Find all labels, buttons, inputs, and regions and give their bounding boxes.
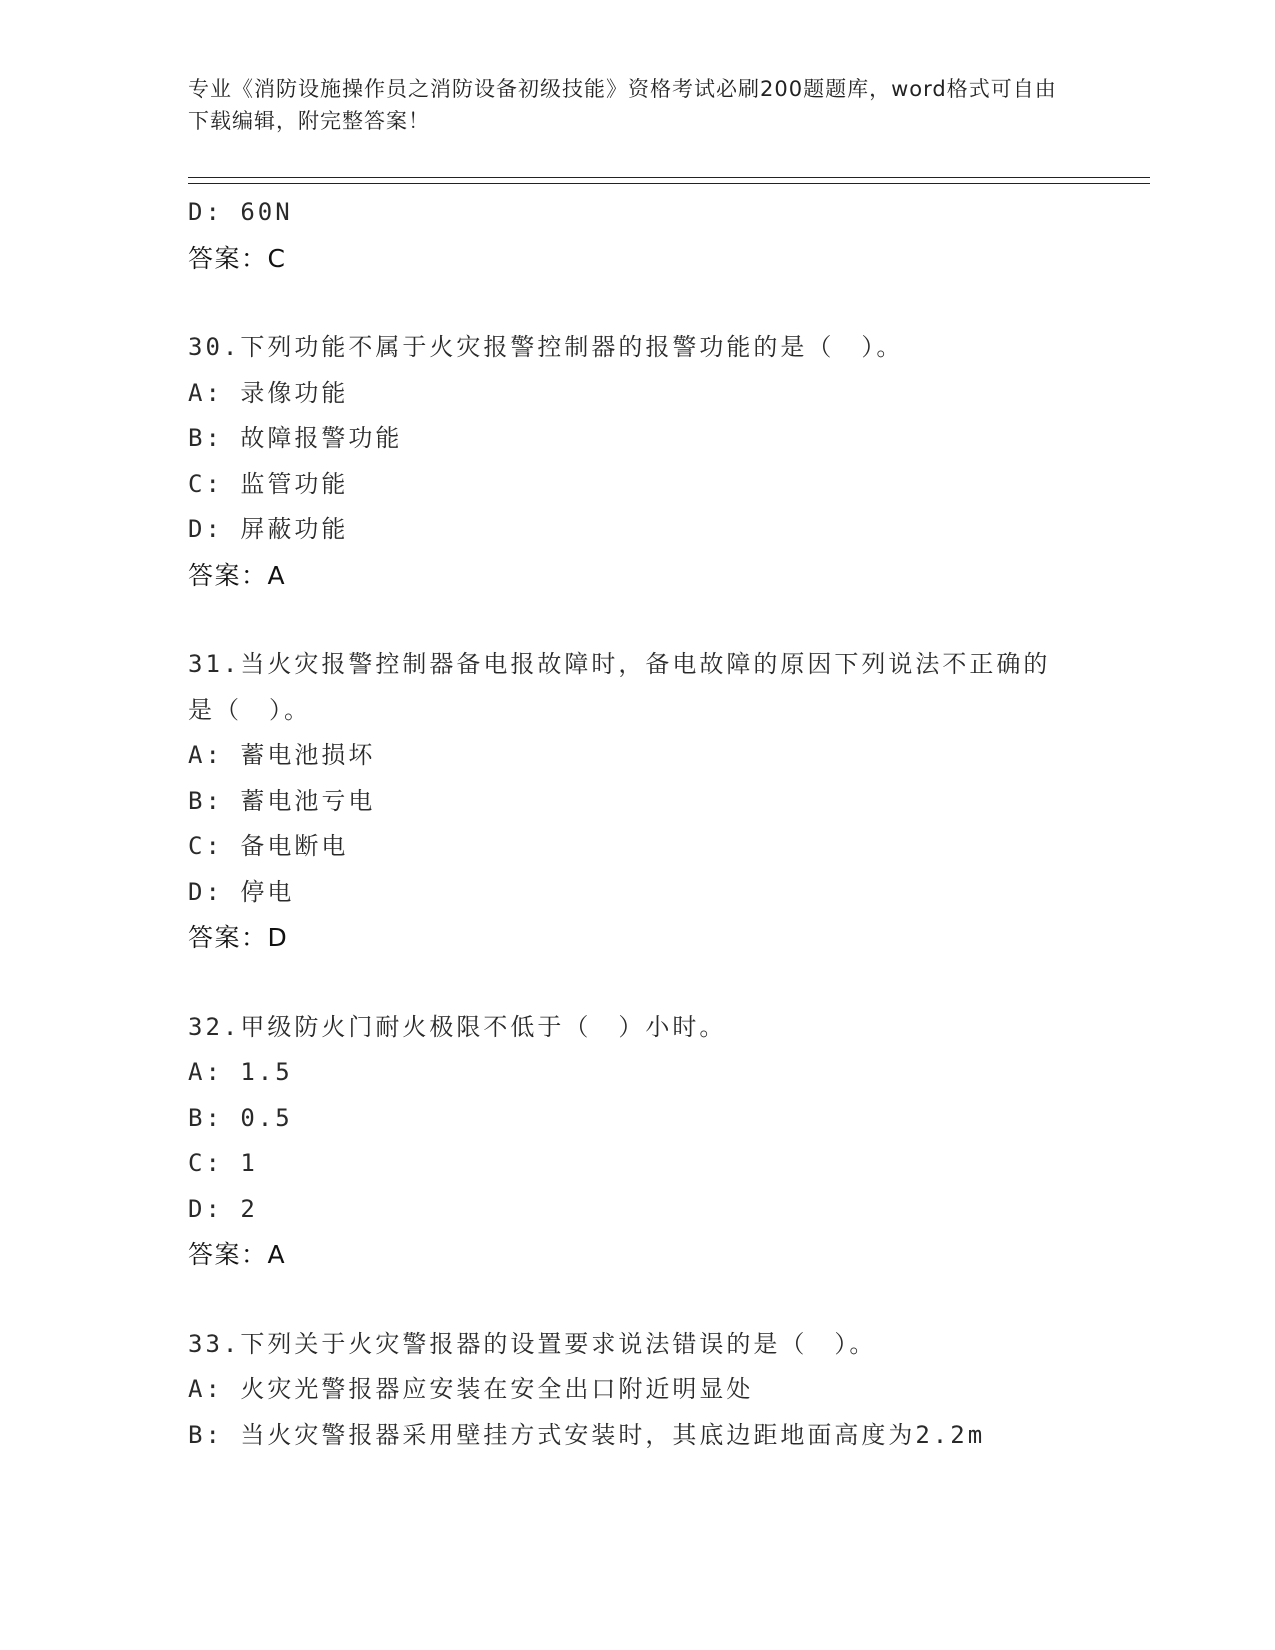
answer: 答案：A xyxy=(188,1240,287,1269)
option-b: B: 0.5 xyxy=(188,1103,293,1132)
option-d: D: 屏蔽功能 xyxy=(188,515,349,543)
question-content xyxy=(188,190,1088,1458)
prev-option-d: D: 60N xyxy=(188,198,293,226)
question-30 xyxy=(188,325,1088,598)
answer: 答案：A xyxy=(188,560,287,590)
question-text: 33.下列关于火灾警报器的设置要求说法错误的是（ ）。 xyxy=(188,1329,877,1358)
option-c: C: 备电断电 xyxy=(188,832,349,860)
question-text: 31.当火灾报警控制器备电报故障时，备电故障的原因下列说法不正确的是（ ）。 xyxy=(188,650,1051,724)
question-32 xyxy=(188,1005,1088,1278)
question-text: 32.甲级防火门耐火极限不低于（ ）小时。 xyxy=(188,1012,727,1041)
option-c: C: 1 xyxy=(188,1149,258,1177)
prev-answer: 答案：C xyxy=(188,243,287,273)
question-text: 30.下列功能不属于火灾报警控制器的报警功能的是（ ）。 xyxy=(188,333,904,361)
question-31 xyxy=(188,642,1088,961)
option-d: D: 2 xyxy=(188,1194,258,1223)
option-a: A: 蓄电池损坏 xyxy=(188,741,376,769)
option-b: B: 蓄电池亏电 xyxy=(188,786,376,815)
page-header-title: 专业《消防设施操作员之消防设备初级技能》资格考试必刷200题题库，word格式可自由下载编辑，附完整答案！ xyxy=(188,77,1057,133)
option-a: A: 1.5 xyxy=(188,1058,293,1086)
option-b: B: 当火灾警报器采用壁挂方式安装时，其底边距地面高度为2.2m xyxy=(188,1420,986,1449)
option-c: C: 监管功能 xyxy=(188,469,349,498)
header-double-rule xyxy=(188,177,1150,184)
option-b: B: 故障报警功能 xyxy=(188,424,403,452)
question-33 xyxy=(188,1322,1088,1459)
option-a: A: 火灾光警报器应安装在安全出口附近明显处 xyxy=(188,1375,754,1403)
option-a: A: 录像功能 xyxy=(188,378,349,407)
option-d: D: 停电 xyxy=(188,877,295,906)
answer: 答案：D xyxy=(188,923,289,952)
